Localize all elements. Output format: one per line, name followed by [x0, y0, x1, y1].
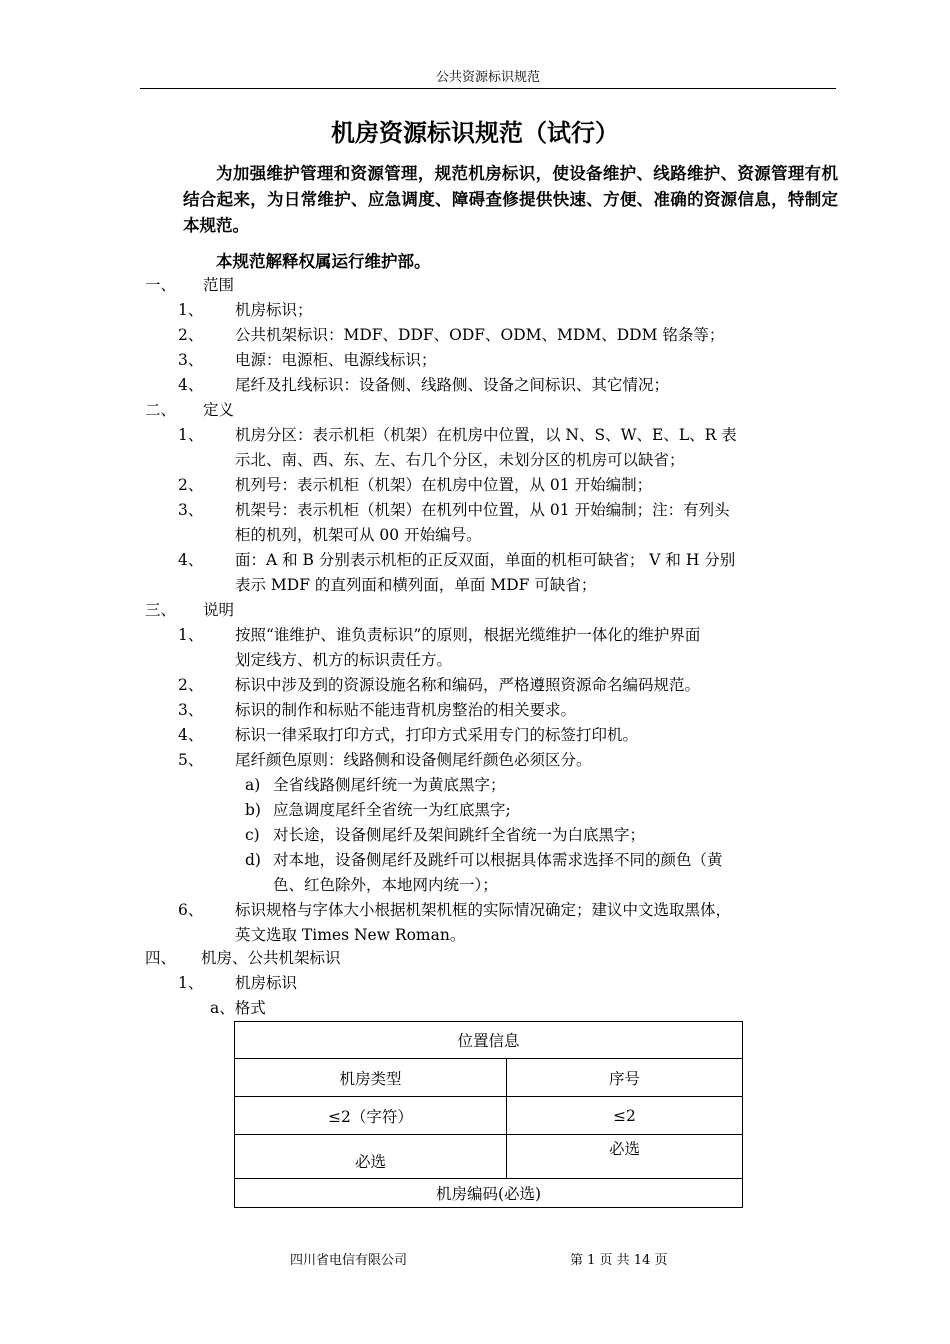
item-number: 1、	[178, 626, 204, 644]
item-text: 尾纤颜色原则：线路侧和设备侧尾纤颜色必须区分。	[235, 751, 592, 769]
sub-item-letter: b)	[245, 801, 261, 819]
item-number: 1、	[178, 301, 204, 319]
item-number: 4、	[178, 551, 204, 569]
table-footer-cell: 机房编码(必选)	[235, 1179, 743, 1208]
item-text: 色、红色除外，本地网内统一）；	[273, 876, 498, 894]
item-text: 全省线路侧尾纤统一为黄底黑字；	[273, 776, 506, 794]
document-title: 机房资源标识规范（试行）	[331, 119, 619, 147]
item-number: 2、	[178, 476, 204, 494]
table-cell: ≤2	[507, 1097, 743, 1135]
section-title: 机房、公共机架标识	[201, 949, 341, 967]
table-cell: 必选	[235, 1135, 507, 1179]
item-text: 英文选取 Times New Roman。	[235, 926, 466, 944]
item-number: 2、	[178, 676, 204, 694]
item-text: 柜的机列，机架可从 00 开始编号。	[235, 526, 482, 544]
item-number: 3、	[178, 701, 204, 719]
item-text: a、格式	[210, 999, 266, 1017]
table-header-cell: 序号	[507, 1059, 743, 1097]
item-text: 面：A 和 B 分别表示机柜的正反双面，单面的机柜可缺省； V 和 H 分别	[235, 551, 736, 569]
item-number: 4、	[178, 376, 204, 394]
item-text: 机房分区：表示机柜（机架）在机房中位置，以 N、S、W、E、L、R 表	[235, 426, 737, 444]
section-number: 四、	[145, 949, 177, 967]
table-cell: ≤2（字符）	[235, 1097, 507, 1135]
item-number: 1、	[178, 974, 204, 992]
item-text: 尾纤及扎线标识：设备侧、线路侧、设备之间标识、其它情况；	[235, 376, 670, 394]
item-text: 电源：电源柜、电源线标识；	[235, 351, 437, 369]
item-text: 示北、南、西、东、左、右几个分区，未划分区的机房可以缺省；	[235, 451, 685, 469]
section-number: 三、	[145, 601, 177, 619]
sub-item-letter: d)	[245, 851, 261, 869]
sub-item-letter: a)	[245, 776, 261, 794]
item-number: 6、	[178, 901, 204, 919]
item-text: 划定线方、机方的标识责任方。	[235, 651, 453, 669]
item-number: 2、	[178, 326, 204, 344]
item-text: 表示 MDF 的直列面和横列面，单面 MDF 可缺省；	[235, 576, 597, 594]
sub-item-letter: c)	[245, 826, 260, 844]
item-text: 机房标识；	[235, 301, 313, 319]
item-text: 应急调度尾纤全省统一为红底黑字;	[273, 801, 511, 819]
table-title-cell: 位置信息	[235, 1022, 743, 1059]
footer-page-number: 第 1 页 共 14 页	[570, 1253, 668, 1268]
section-number: 二、	[145, 401, 177, 419]
footer-company: 四川省电信有限公司	[290, 1253, 408, 1268]
item-text: 标识中涉及到的资源设施名称和编码，严格遵照资源命名编码规范。	[235, 676, 701, 694]
item-text: 对本地，设备侧尾纤及跳纤可以根据具体需求选择不同的颜色（黄	[273, 851, 723, 869]
item-number: 3、	[178, 501, 204, 519]
section-title: 范围	[203, 276, 235, 294]
item-text: 机架号：表示机柜（机架）在机列中位置，从 01 开始编制；注：有列头	[235, 501, 730, 519]
item-text: 标识一律采取打印方式，打印方式采用专门的标签打印机。	[235, 726, 639, 744]
intro-paragraph: 为加强维护管理和资源管理，规范机房标识，使设备维护、线路维护、资源管理有机结合起来，为日常维护、应急调度、障碍查修提供快速、方便、准确的资源信息，特制定本规范。	[183, 164, 838, 235]
section-title: 定义	[203, 401, 235, 419]
table-cell: 必选	[507, 1135, 743, 1179]
item-number: 3、	[178, 351, 204, 369]
interpretation-note: 本规范解释权属运行维护部。	[216, 252, 431, 271]
item-number: 5、	[178, 751, 204, 769]
item-text: 对长途，设备侧尾纤及架间跳纤全省统一为白底黑字；	[273, 826, 646, 844]
item-text: 公共机架标识：MDF、DDF、ODF、ODM、MDM、DDM 铭条等；	[235, 326, 725, 344]
item-text: 标识的制作和标贴不能违背机房整治的相关要求。	[235, 701, 577, 719]
item-text: 标识规格与字体大小根据机架机框的实际情况确定；建议中文选取黑体，	[235, 901, 732, 919]
item-text: 机房标识	[235, 974, 298, 992]
section-title: 说明	[203, 601, 235, 619]
page-header: 公共资源标识规范	[140, 66, 836, 89]
item-text: 按照“谁维护、谁负责标识”的原则，根据光缆维护一体化的维护界面	[235, 626, 701, 644]
table-header-cell: 机房类型	[235, 1059, 507, 1097]
item-text: 机列号：表示机柜（机架）在机房中位置，从 01 开始编制；	[235, 476, 653, 494]
item-number: 4、	[178, 726, 204, 744]
item-number: 1、	[178, 426, 204, 444]
section-number: 一、	[145, 276, 177, 294]
format-table	[234, 1021, 743, 1208]
